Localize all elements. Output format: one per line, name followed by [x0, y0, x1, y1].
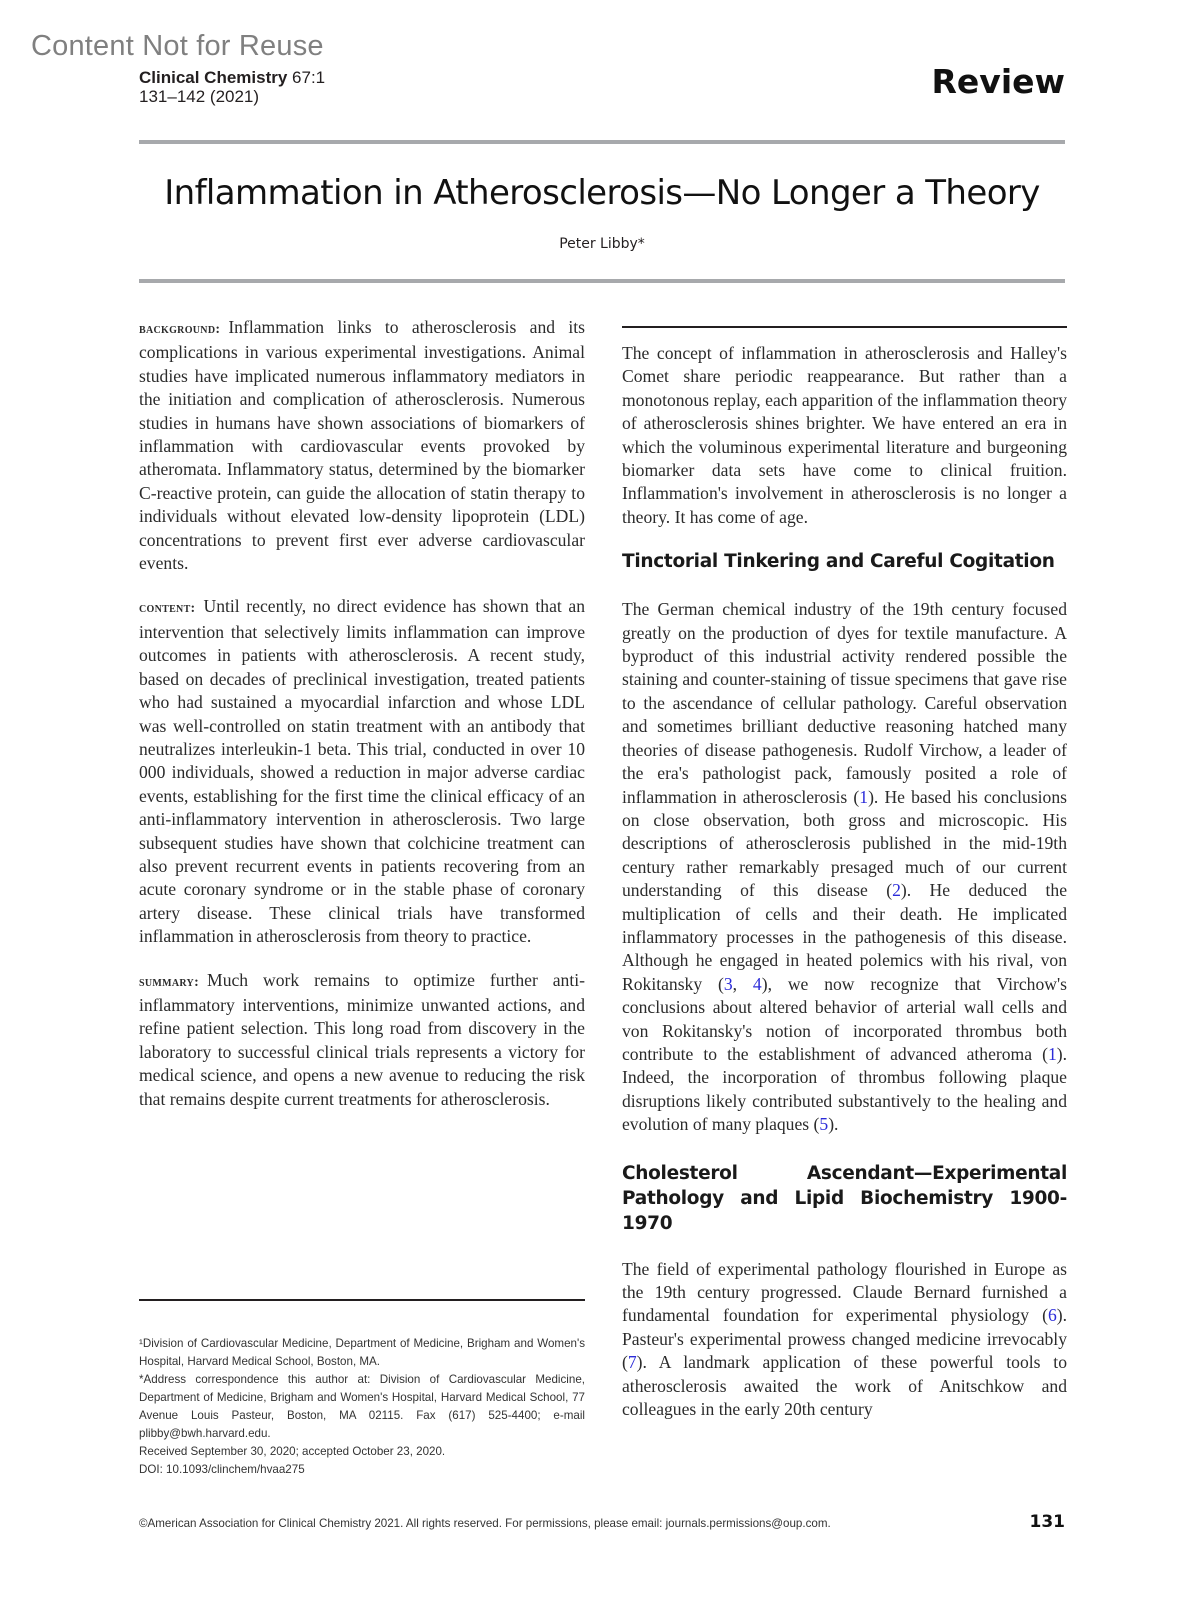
article-type: Review — [931, 62, 1065, 101]
copyright-notice: ©American Association for Clinical Chemistry 2021. All rights reserved. For permissions, please email: journals.permissions@oup.com. — [139, 1517, 831, 1530]
correspondence-note: *Address correspondence this author at: Division of Cardiovascular Medicine, Department of Medicine, Brigham and Women's Hospital, Harvard Medical School, 77 Avenue Louis Pasteur, Boston, MA 02115. Fax (617) 525-4400; e-mail plibby@bwh.harvard.edu. — [139, 1373, 585, 1440]
abstract-background: background: Inflammation links to atherosclerosis and its complications in various experimental investigations. Animal studies have implicated numerous inflammatory mediators in the initiation and complication of atherosclerosis. Numerous studies in humans have shown associations of biomarkers of inflammation with cardiovascular events provoked by atheromata. Inflammatory status, determined by the biomarker C-reactive protein, can guide the allocation of statin therapy to individuals without elevated low-density lipoprotein (LDL) concentrations to prevent first ever adverse cardiovascular events. — [139, 317, 585, 574]
abstract-summary: summary: Much work remains to optimize further anti-inflammatory interventions, minimize unwanted actions, and refine patient selection. This long road from discovery in the laboratory to successful clinical trials represents a victory for medical science, and opens a new avenue to reducing the risk that remains despite current treatments for atherosclerosis. — [139, 969, 585, 1109]
reference-link[interactable]: 1 — [1047, 1043, 1057, 1064]
intro-paragraph: The concept of inflammation in atherosclerosis and Halley's Comet share periodic reappearance. But rather than a monotonous replay, each apparition of the inflammation theory of atherosclerosis shines brighter. We have entered an era in which the voluminous experimental literature and burgeoning biomarker data sets have come to clinical fruition. Inflammation's involvement in atherosclerosis is no longer a theory. It has come of age. — [622, 343, 1067, 527]
received-date: Received September 30, 2020; accepted October 23, 2020. — [139, 1445, 446, 1458]
reference-link[interactable]: 2 — [892, 880, 901, 901]
abstract-label: background: — [139, 322, 221, 337]
header-divider — [139, 140, 1065, 144]
reference-link[interactable]: 4 — [752, 973, 762, 994]
reference-link[interactable]: 6 — [1047, 1305, 1057, 1326]
page-number: 131 — [1029, 1512, 1065, 1532]
pages-year: 131–142 (2021) — [139, 87, 260, 106]
section-heading: Tinctorial Tinkering and Careful Cogitation — [622, 551, 1055, 573]
abstract-label: content: — [139, 601, 196, 617]
watermark: Content Not for Reuse — [31, 30, 324, 62]
abstract-label: summary: — [139, 974, 200, 990]
abstract — [139, 316, 585, 1111]
affiliation-note: ¹Division of Cardiovascular Medicine, Department of Medicine, Brigham and Women's Hospital, Harvard Medical School, Boston, MA. — [139, 1337, 585, 1368]
doi[interactable]: DOI: 10.1093/clinchem/hvaa275 — [139, 1463, 305, 1476]
reference-link[interactable]: 7 — [627, 1352, 637, 1373]
volume-issue: 67:1 — [287, 68, 326, 87]
body-divider — [622, 326, 1067, 328]
reference-link[interactable]: 1 — [859, 786, 869, 807]
reference-link[interactable]: 5 — [819, 1114, 829, 1135]
title-divider — [139, 279, 1065, 283]
article-title: Inflammation in Atherosclerosis—No Longer a Theory — [164, 173, 1040, 213]
body-text — [622, 342, 1067, 1421]
author: Peter Libby* — [559, 236, 645, 252]
section2-paragraph: The field of experimental pathology flourished in Europe as the 19th century progressed. Claude Bernard furnished a fundamental foundation for experimental physiology (6). Pasteur's experimental prowess changed medicine irrevocably (7). A landmark application of these powerful tools to atherosclerosis awaited the work of Anitschkow and colleagues in the early 20th century — [622, 1258, 1067, 1420]
journal-name: Clinical Chemistry — [139, 68, 288, 87]
abstract-content: content: Until recently, no direct evidence has shown that an intervention that selectively limits inflammation can improve outcomes in patients with atherosclerosis. A recent study, based on decades of preclinical investigation, treated patients who had sustained a myocardial infarction and whose LDL was well-controlled on statin treatment with an antibody that neutralizes interleukin-1 beta. This trial, conducted in over 10 000 individuals, showed a reduction in major adverse cardiac events, establishing for the first time the clinical efficacy of an anti-inflammatory intervention in atherosclerosis. Two large subsequent studies have shown that colchicine treatment can also prevent recurrent events in patients recovering from an acute coronary syndrome or in the stable phase of coronary artery disease. These clinical trials have transformed inflammation in atherosclerosis from theory to practice. — [139, 596, 585, 947]
footnote-divider — [139, 1299, 585, 1301]
reference-link[interactable]: 3 — [723, 973, 733, 994]
section-heading: Cholesterol Ascendant—Experimental Pathology and Lipid Biochemistry 1900-1970 — [622, 1162, 1067, 1234]
section1-paragraph: The German chemical industry of the 19th century focused greatly on the production of dyes for textile manufacture. A byproduct of this industrial activity rendered possible the staining and counter-staining of tissue specimens that gave rise to the ascendance of cellular pathology. Careful observation and sometimes brilliant deductive reasoning hatched many theories of disease pathogenesis. Rudolf Virchow, a leader of the era's pathologist pack, famously posited a role of inflammation in atherosclerosis (1). He based his conclusions on close observation, both gross and microscopic. His descriptions of atherosclerosis published in the mid-19th century rather remarkably presaged much of our current understanding of this disease (2). He deduced the multiplication of cells and their death. He implicated inflammatory processes in the pathogenesis of this disease. Although he engaged in heated polemics with his rival, von Rokitansky (3, 4), we now recognize that Virchow's conclusions about altered behavior of arterial wall cells and von Rokitansky's notion of incorporated thrombus both contribute to the establishment of advanced atheroma (1). Indeed, the incorporation of thrombus following plaque disruptions likely contributed substantively to the healing and evolution of many plaques (5). — [622, 599, 1068, 1135]
journal-citation — [139, 68, 325, 106]
footnotes — [139, 1335, 585, 1479]
